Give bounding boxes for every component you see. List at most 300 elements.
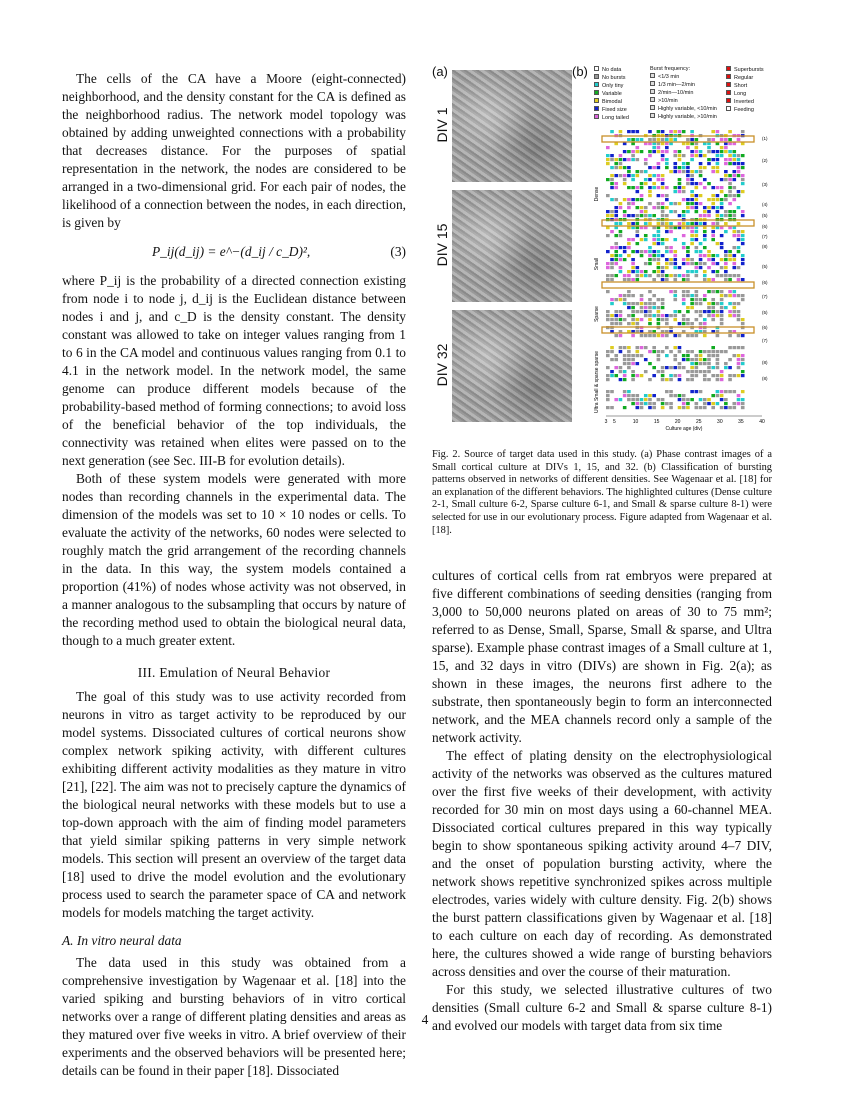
data-cell — [661, 154, 665, 157]
data-cell — [657, 354, 661, 357]
data-cell — [640, 186, 644, 189]
data-cell — [720, 398, 724, 401]
data-cell — [728, 278, 732, 281]
data-cell — [686, 182, 690, 185]
x-tick-label: 15 — [653, 419, 660, 425]
data-cell — [652, 238, 656, 241]
data-cell — [623, 166, 627, 169]
data-cell — [648, 290, 652, 293]
data-cell — [627, 346, 631, 349]
data-cell — [610, 370, 614, 373]
data-cell — [686, 250, 690, 253]
data-cell — [699, 262, 703, 265]
data-cell — [614, 354, 618, 357]
data-cell — [724, 398, 728, 401]
data-cell — [707, 146, 711, 149]
data-cell — [614, 262, 618, 265]
data-cell — [657, 350, 661, 353]
data-cell — [640, 398, 644, 401]
data-cell — [720, 246, 724, 249]
data-cell — [644, 306, 648, 309]
row-label: (6) — [762, 325, 768, 330]
data-cell — [661, 378, 665, 381]
data-cell — [606, 194, 610, 197]
data-cell — [690, 262, 694, 265]
data-cell — [695, 390, 699, 393]
data-cell — [610, 358, 614, 361]
data-cell — [724, 402, 728, 405]
data-cell — [695, 370, 699, 373]
data-cell — [657, 230, 661, 233]
data-cell — [610, 346, 614, 349]
data-cell — [661, 222, 665, 225]
data-cell — [686, 358, 690, 361]
data-cell — [619, 398, 623, 401]
legend-item: Feeding — [726, 106, 764, 114]
data-cell — [703, 178, 707, 181]
data-cell — [661, 174, 665, 177]
data-cell — [644, 334, 648, 337]
data-cell — [665, 246, 669, 249]
data-cell — [652, 150, 656, 153]
data-cell — [678, 130, 682, 133]
data-cell — [720, 298, 724, 301]
data-cell — [648, 274, 652, 277]
data-cell — [724, 230, 728, 233]
data-cell — [627, 238, 631, 241]
data-cell — [610, 130, 614, 133]
data-cell — [724, 294, 728, 297]
data-cell — [665, 214, 669, 217]
data-cell — [606, 318, 610, 321]
data-cell — [728, 374, 732, 377]
data-cell — [741, 334, 745, 337]
data-cell — [741, 182, 745, 185]
data-cell — [661, 194, 665, 197]
data-cell — [699, 202, 703, 205]
data-cell — [619, 154, 623, 157]
data-cell — [690, 182, 694, 185]
data-cell — [707, 350, 711, 353]
data-cell — [703, 362, 707, 365]
figure-2 — [432, 62, 772, 434]
data-cell — [648, 190, 652, 193]
data-cell — [716, 262, 720, 265]
data-cell — [665, 334, 669, 337]
data-cell — [627, 158, 631, 161]
legend-swatch — [594, 106, 599, 111]
data-cell — [737, 234, 741, 237]
data-cell — [728, 202, 732, 205]
data-cell — [661, 138, 665, 141]
data-cell — [720, 146, 724, 149]
figure-legend — [594, 66, 772, 121]
legend-swatch — [726, 82, 731, 87]
data-cell — [678, 394, 682, 397]
data-cell — [695, 194, 699, 197]
data-cell — [648, 314, 652, 317]
data-cell — [737, 274, 741, 277]
data-cell — [690, 150, 694, 153]
data-cell — [732, 354, 736, 357]
data-cell — [657, 266, 661, 269]
data-cell — [682, 246, 686, 249]
data-cell — [606, 406, 610, 409]
data-cell — [606, 390, 610, 393]
data-cell — [623, 198, 627, 201]
data-cell — [699, 406, 703, 409]
data-cell — [657, 322, 661, 325]
left-column — [62, 70, 406, 1080]
data-cell — [699, 258, 703, 261]
data-cell — [716, 358, 720, 361]
data-cell — [724, 178, 728, 181]
data-cell — [636, 206, 640, 209]
data-cell — [703, 334, 707, 337]
data-cell — [606, 394, 610, 397]
legend-item: No data — [594, 66, 629, 74]
data-cell — [720, 214, 724, 217]
data-cell — [732, 234, 736, 237]
data-cell — [741, 130, 745, 133]
data-cell — [661, 150, 665, 153]
data-cell — [703, 378, 707, 381]
data-cell — [623, 358, 627, 361]
row-label: (8) — [762, 360, 768, 365]
data-cell — [627, 358, 631, 361]
data-cell — [673, 130, 677, 133]
data-cell — [648, 130, 652, 133]
data-cell — [690, 206, 694, 209]
data-cell — [673, 278, 677, 281]
data-cell — [741, 402, 745, 405]
data-cell — [728, 190, 732, 193]
data-cell — [652, 406, 656, 409]
data-cell — [606, 310, 610, 313]
data-cell — [606, 290, 610, 293]
data-cell — [737, 222, 741, 225]
data-cell — [640, 214, 644, 217]
data-cell — [741, 242, 745, 245]
data-cell — [627, 186, 631, 189]
data-cell — [678, 374, 682, 377]
data-cell — [606, 354, 610, 357]
data-cell — [695, 406, 699, 409]
data-cell — [644, 238, 648, 241]
data-cell — [703, 210, 707, 213]
data-cell — [627, 366, 631, 369]
data-cell — [724, 262, 728, 265]
data-cell — [737, 174, 741, 177]
data-cell — [673, 366, 677, 369]
data-cell — [695, 318, 699, 321]
data-cell — [673, 202, 677, 205]
data-cell — [732, 314, 736, 317]
data-cell — [720, 302, 724, 305]
data-cell — [627, 394, 631, 397]
data-cell — [695, 146, 699, 149]
data-cell — [699, 358, 703, 361]
data-cell — [716, 334, 720, 337]
data-cell — [648, 262, 652, 265]
paragraph: The goal of this study was to use activity recorded from neurons in vitro as target activity to be reproduced by our model systems. Dissociated cultures of cortical neurons show complex network spiking activity, with different cultures exhibiting different activity modalities as they mature in vitro [21], [22]. The aim was not to precisely capture the dynamics of the biological neural networks with these models but to use a top-down approach with the aim of finding model parameters that yield similar spiking patterns in very simple network models. This section will present an overview of the target data [18] used to drive the model evolution and the evolutionary process used to search the parameter space of CA and network models for models matching the target activity. — [62, 689, 406, 920]
data-cell — [711, 238, 715, 241]
data-cell — [682, 234, 686, 237]
data-cell — [623, 182, 627, 185]
data-cell — [707, 378, 711, 381]
data-cell — [741, 230, 745, 233]
data-cell — [631, 154, 635, 157]
data-cell — [623, 346, 627, 349]
data-cell — [636, 234, 640, 237]
legend-swatch — [726, 74, 731, 79]
data-cell — [716, 274, 720, 277]
data-cell — [623, 302, 627, 305]
data-cell — [732, 290, 736, 293]
data-cell — [657, 370, 661, 373]
data-cell — [640, 346, 644, 349]
data-cell — [648, 322, 652, 325]
data-cell — [652, 334, 656, 337]
data-cell — [690, 130, 694, 133]
data-cell — [636, 354, 640, 357]
data-cell — [737, 402, 741, 405]
data-cell — [631, 358, 635, 361]
data-cell — [669, 170, 673, 173]
data-cell — [695, 198, 699, 201]
data-cell — [695, 202, 699, 205]
row-label: (5) — [762, 310, 768, 315]
data-cell — [737, 170, 741, 173]
data-cell — [657, 130, 661, 133]
data-cell — [690, 374, 694, 377]
data-cell — [648, 298, 652, 301]
data-cell — [711, 262, 715, 265]
data-cell — [631, 334, 635, 337]
data-cell — [686, 354, 690, 357]
data-cell — [673, 298, 677, 301]
data-cell — [728, 310, 732, 313]
data-cell — [724, 222, 728, 225]
data-cell — [716, 390, 720, 393]
data-cell — [614, 246, 618, 249]
data-cell — [673, 150, 677, 153]
data-cell — [614, 366, 618, 369]
data-cell — [614, 206, 618, 209]
data-cell — [711, 222, 715, 225]
data-cell — [644, 170, 648, 173]
legend-swatch — [650, 113, 655, 118]
data-cell — [640, 138, 644, 141]
data-cell — [695, 290, 699, 293]
data-cell — [627, 270, 631, 273]
data-cell — [682, 298, 686, 301]
data-cell — [703, 350, 707, 353]
data-cell — [619, 254, 623, 257]
data-cell — [732, 310, 736, 313]
data-cell — [699, 182, 703, 185]
data-cell — [720, 294, 724, 297]
data-cell — [678, 266, 682, 269]
data-cell — [686, 170, 690, 173]
data-cell — [682, 166, 686, 169]
data-cell — [732, 194, 736, 197]
x-tick-label: 5 — [613, 419, 616, 425]
data-cell — [644, 270, 648, 273]
data-cell — [669, 394, 673, 397]
data-cell — [678, 362, 682, 365]
data-cell — [610, 214, 614, 217]
data-cell — [665, 366, 669, 369]
data-cell — [627, 314, 631, 317]
data-cell — [720, 390, 724, 393]
data-cell — [695, 366, 699, 369]
data-cell — [741, 214, 745, 217]
data-cell — [720, 318, 724, 321]
data-cell — [732, 374, 736, 377]
data-cell — [695, 186, 699, 189]
data-cell — [728, 182, 732, 185]
data-cell — [720, 198, 724, 201]
data-cell — [724, 366, 728, 369]
data-cell — [644, 370, 648, 373]
legend-swatch — [650, 81, 655, 86]
data-cell — [695, 206, 699, 209]
data-cell — [640, 182, 644, 185]
data-cell — [644, 182, 648, 185]
data-cell — [610, 262, 614, 265]
data-cell — [737, 246, 741, 249]
data-cell — [686, 290, 690, 293]
data-cell — [652, 270, 656, 273]
data-cell — [737, 158, 741, 161]
data-cell — [631, 310, 635, 313]
data-cell — [661, 370, 665, 373]
data-cell — [652, 294, 656, 297]
legend-item: 2/min—10/min — [650, 89, 717, 97]
data-cell — [623, 318, 627, 321]
data-cell — [699, 150, 703, 153]
data-cell — [690, 158, 694, 161]
data-cell — [728, 258, 732, 261]
data-cell — [732, 406, 736, 409]
data-cell — [627, 198, 631, 201]
data-cell — [716, 314, 720, 317]
data-cell — [682, 190, 686, 193]
data-cell — [716, 374, 720, 377]
data-cell — [644, 222, 648, 225]
data-cell — [711, 166, 715, 169]
data-cell — [703, 310, 707, 313]
data-cell — [610, 166, 614, 169]
data-cell — [627, 362, 631, 365]
data-cell — [711, 354, 715, 357]
data-cell — [640, 206, 644, 209]
data-cell — [610, 186, 614, 189]
data-cell — [606, 274, 610, 277]
data-cell — [657, 262, 661, 265]
data-cell — [716, 206, 720, 209]
data-cell — [610, 154, 614, 157]
data-cell — [619, 370, 623, 373]
data-cell — [627, 278, 631, 281]
row-label: (8) — [762, 376, 768, 381]
data-cell — [614, 318, 618, 321]
data-cell — [631, 186, 635, 189]
data-cell — [606, 350, 610, 353]
data-cell — [648, 138, 652, 141]
data-cell — [614, 198, 618, 201]
data-cell — [699, 310, 703, 313]
data-cell — [640, 250, 644, 253]
data-cell — [707, 310, 711, 313]
data-cell — [728, 130, 732, 133]
data-cell — [661, 238, 665, 241]
paragraph: The data used in this study was obtained from a comprehensive investigation by Wagenaar et al. [18] into the varied spiking and bursting behaviors of in vitro cortical networks over a range of different plating densities and areas as they matured over five weeks in vitro. A brief overview of their experiments and the observed behaviors will be presented here; details can be found in their paper [18]. Dissociated — [62, 955, 406, 1078]
data-cell — [657, 234, 661, 237]
data-cell — [652, 346, 656, 349]
data-cell — [707, 306, 711, 309]
data-cell — [703, 294, 707, 297]
data-cell — [682, 222, 686, 225]
data-cell — [716, 170, 720, 173]
data-cell — [695, 274, 699, 277]
data-cell — [703, 406, 707, 409]
data-cell — [673, 238, 677, 241]
data-cell — [661, 398, 665, 401]
data-cell — [669, 402, 673, 405]
phase-contrast-image-div1 — [452, 70, 572, 182]
data-cell — [724, 138, 728, 141]
data-cell — [648, 302, 652, 305]
data-cell — [737, 238, 741, 241]
page-number: 4 — [421, 1012, 429, 1027]
data-cell — [673, 258, 677, 261]
data-cell — [610, 174, 614, 177]
data-cell — [657, 194, 661, 197]
data-cell — [669, 390, 673, 393]
legend-swatch — [594, 98, 599, 103]
data-cell — [690, 202, 694, 205]
data-cell — [640, 274, 644, 277]
data-cell — [673, 374, 677, 377]
data-cell — [686, 206, 690, 209]
data-cell — [648, 362, 652, 365]
data-cell — [606, 178, 610, 181]
data-cell — [686, 166, 690, 169]
data-cell — [682, 314, 686, 317]
data-cell — [711, 194, 715, 197]
data-cell — [636, 190, 640, 193]
data-cell — [661, 182, 665, 185]
data-cell — [673, 358, 677, 361]
data-cell — [648, 378, 652, 381]
data-cell — [606, 234, 610, 237]
data-cell — [720, 370, 724, 373]
data-cell — [665, 378, 669, 381]
data-cell — [631, 250, 635, 253]
data-cell — [669, 366, 673, 369]
data-cell — [665, 138, 669, 141]
data-cell — [648, 222, 652, 225]
data-cell — [657, 242, 661, 245]
data-cell — [669, 378, 673, 381]
data-cell — [661, 242, 665, 245]
data-cell — [741, 298, 745, 301]
data-cell — [636, 346, 640, 349]
data-cell — [661, 278, 665, 281]
data-cell — [648, 214, 652, 217]
